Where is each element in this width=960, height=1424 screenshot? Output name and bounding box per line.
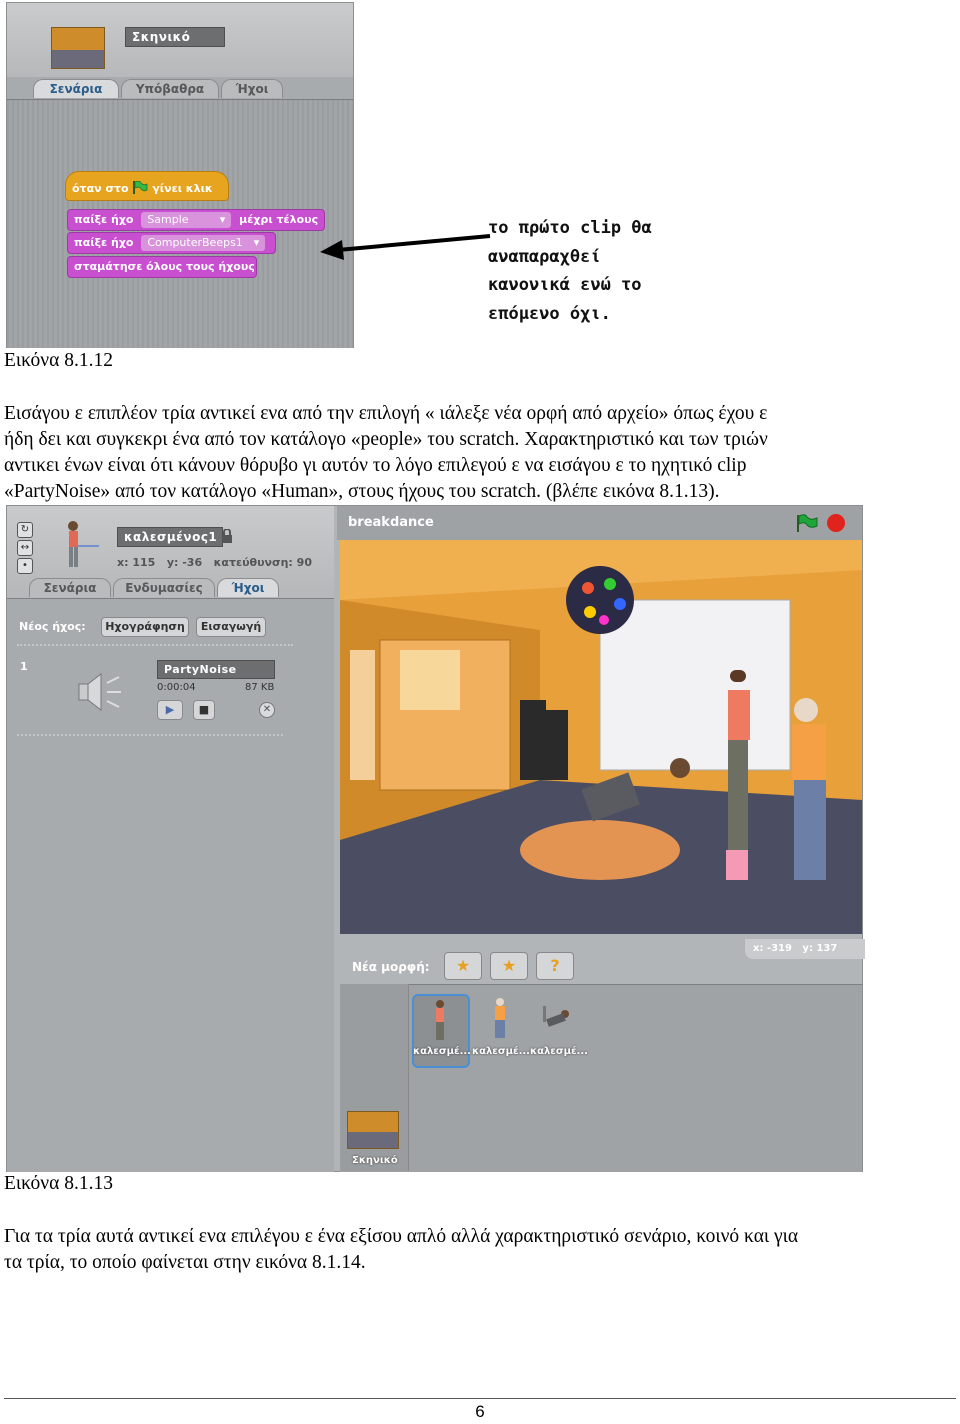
stage-thumbnail[interactable] (347, 1111, 399, 1149)
mouse-x-label: x: (753, 943, 764, 954)
mouse-y-value: 137 (816, 943, 838, 954)
chevron-down-icon: ▾ (219, 213, 226, 226)
star-folder-icon: ★ (501, 956, 517, 975)
scratch-screenshot-sounds (6, 505, 863, 1172)
mouse-coordinates (745, 939, 865, 959)
footer-divider (4, 1398, 956, 1399)
x-label: x: (117, 556, 129, 569)
stage-name-field[interactable]: Σκηνικό (125, 27, 225, 47)
sprite-item-label[interactable]: καλεσμέ... (530, 1046, 588, 1057)
stop-button[interactable] (193, 700, 215, 720)
paragraph-line: «PartyNoise» από τον κατάλογο «Human», στους ήχους του scratch. (βλέπε εικόνα 8.1.13). (4, 481, 720, 502)
speaker-icon (75, 672, 127, 712)
block-suffix: μέχρι τέλους (239, 213, 319, 226)
play-button[interactable] (157, 700, 183, 720)
sound-duration: 0:00:04 (157, 682, 196, 693)
direction-value: 90 (296, 556, 312, 569)
green-flag-icon (132, 181, 148, 194)
paragraph-line: Για τα τρία αυτά αντικεί ενα επιλέγου ε ένα εξίσου απλό αλλά χαρακτηριστικό σενάριο, κοινό και για (4, 1226, 799, 1247)
stage-canvas[interactable] (340, 540, 862, 934)
tab-scripts[interactable]: Σενάρια (33, 79, 119, 98)
divider (17, 644, 293, 646)
choose-sprite-from-file-button[interactable] (490, 952, 528, 980)
stop-icon: ■ (198, 703, 210, 716)
paragraph-line: ήδη δει και συγκεκρι ένα από τον κατάλογο «people» του scratch. Χαρακτηριστικό και των τριών (4, 429, 768, 450)
annotation-text (488, 214, 652, 328)
stage-thumbnail[interactable] (51, 27, 105, 69)
mouse-y-label: y: (802, 943, 813, 954)
x-value: 115 (132, 556, 156, 569)
annotation-arrow (320, 228, 492, 262)
sound-dropdown-value: Sample (147, 213, 189, 226)
play-icon: ▶ (165, 703, 175, 716)
rotate-icon[interactable]: ↻ (17, 522, 33, 538)
paragraph (4, 1224, 798, 1276)
sound-size: 87 KB (245, 682, 275, 693)
stop-sign-button[interactable] (827, 514, 845, 532)
block-label: παίξε ήχο (74, 213, 134, 226)
no-rotate-icon[interactable]: • (17, 558, 33, 574)
y-label: y: (166, 556, 179, 569)
annotation-line: αναπαραχθεί (488, 246, 601, 267)
play-sound-block[interactable] (67, 232, 276, 254)
scratch-screenshot-scripts (6, 2, 354, 348)
hat-block-label-after: γίνει κλικ (152, 182, 213, 195)
play-sound-until-done-block[interactable] (67, 209, 325, 231)
sprite-item-thumbnail (537, 1000, 577, 1040)
hat-block-label-before: όταν στο (72, 182, 129, 195)
tab-costumes[interactable]: Ενδυμασίες (113, 578, 215, 597)
surprise-sprite-button[interactable] (536, 952, 574, 980)
block-label: παίξε ήχο (74, 236, 134, 249)
figure-caption: Εικόνα 8.1.13 (4, 1173, 113, 1194)
sprite-item-label[interactable]: καλεσμέ... (413, 1046, 471, 1057)
tab-scripts[interactable]: Σενάρια (29, 578, 111, 597)
sound-dropdown[interactable] (141, 235, 265, 251)
paragraph-line: Εισάγου ε επιπλέον τρία αντικεί ενα από την επιλογή « ιάλεξε νέα ορφή από αρχείο» όπως έχου ε (4, 403, 768, 424)
sprite-item-label[interactable]: καλεσμέ... (472, 1046, 530, 1057)
import-button[interactable]: Εισαγωγή (196, 617, 266, 637)
annotation-line: το πρώτο clip θα (488, 218, 652, 238)
new-sprite-label: Νέα μορφή: (352, 960, 430, 974)
paint-new-sprite-button[interactable] (444, 952, 482, 980)
sound-dropdown-value: ComputerBeeps1 (147, 236, 243, 249)
y-value: -36 (182, 556, 203, 569)
tab-sounds[interactable]: Ήχοι (221, 79, 283, 98)
annotation-line: επόμενο όχι. (488, 303, 611, 324)
tab-sounds[interactable]: Ήχοι (217, 578, 279, 597)
project-title: breakdance (348, 515, 434, 530)
page-number: 6 (475, 1402, 485, 1421)
tab-backdrops[interactable]: Υπόβαθρα (121, 79, 219, 98)
sound-dropdown[interactable] (141, 212, 231, 228)
record-button[interactable]: Ηχογράφηση (101, 617, 189, 637)
stop-all-sounds-block[interactable]: σταμάτησε όλους τους ήχους (67, 256, 257, 278)
new-sound-label: Νέος ήχος: (19, 620, 86, 633)
question-star-icon: ? (550, 956, 560, 975)
annotation-line: κανονικά ενώ το (488, 275, 642, 295)
close-icon: ✕ (262, 704, 272, 715)
sprite-coordinates (117, 556, 312, 569)
sprite-item-thumbnail (431, 1000, 449, 1042)
direction-label: κατεύθυνση: (213, 556, 293, 569)
sprite-name-field[interactable]: καλεσμένος1 (117, 527, 223, 547)
paragraph-line: τα τρία, το οποίο φαίνεται στην εικόνα 8.1.14. (4, 1252, 366, 1273)
when-flag-clicked-block[interactable] (65, 171, 229, 201)
star-brush-icon: ★ (455, 956, 471, 975)
figure-caption: Εικόνα 8.1.12 (4, 350, 113, 371)
sound-index: 1 (20, 660, 28, 673)
stage-thumb-label: Σκηνικό (352, 1155, 398, 1166)
sprite-item-thumbnail (491, 998, 509, 1040)
delete-sound-button[interactable] (259, 702, 275, 718)
flip-icon[interactable]: ↔ (17, 540, 33, 556)
paragraph-line: αντικει ένων είναι ότι κάνουν θόρυβο γι αυτόν το λόγο επιλεγού ε να εισάγου ε το ηχητικό clip (4, 455, 747, 476)
lock-icon[interactable] (221, 529, 233, 543)
sprite-thumbnail (59, 520, 99, 572)
paragraph (4, 401, 768, 505)
mouse-x-value: -319 (766, 943, 792, 954)
divider (17, 734, 283, 736)
green-flag-button[interactable] (793, 513, 819, 533)
sound-name-field[interactable]: PartyNoise (157, 660, 275, 679)
chevron-down-icon: ▾ (253, 236, 260, 249)
